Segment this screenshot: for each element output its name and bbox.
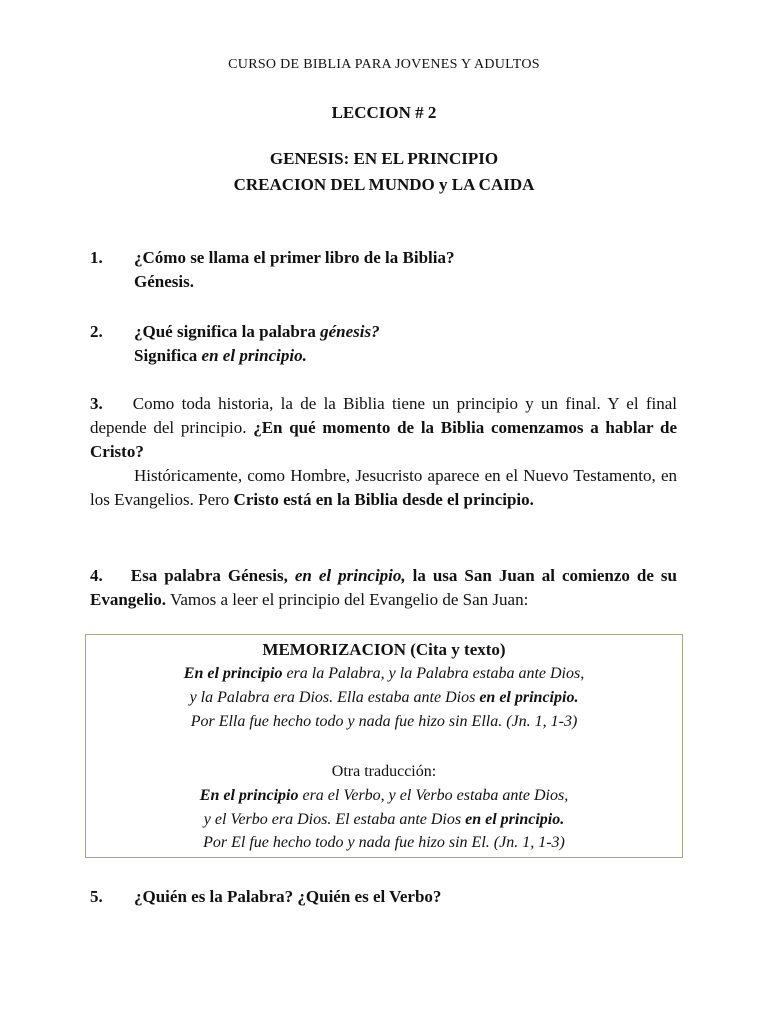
question-2-prefix: ¿Qué significa la palabra <box>134 322 321 341</box>
memorization-line-2-start: y la Palabra era Dios. Ella estaba ante Dios <box>189 689 480 706</box>
lesson-title-line2: CREACION DEL MUNDO y LA CAIDA <box>233 175 535 194</box>
memorization-line-5 <box>86 811 682 829</box>
question-4-bold-a: Esa palabra Génesis, <box>130 566 295 585</box>
question-4-bold-italic: en el principio, <box>294 566 406 585</box>
question-2 <box>90 320 690 372</box>
question-3-number: 3. <box>90 394 103 413</box>
memorization-line-1 <box>86 665 682 683</box>
question-4-plain: Vamos a leer el principio del Evangelio de San Juan: <box>166 590 529 609</box>
memorization-line-4 <box>86 787 682 805</box>
question-2-term: génesis? <box>320 322 380 341</box>
memorization-line-2-bold: en el principio. <box>479 689 579 706</box>
memorization-line-4-bold: En el principio <box>199 787 299 804</box>
question-4 <box>90 564 677 612</box>
question-4-number: 4. <box>90 566 103 585</box>
lesson-number: LECCION # 2 <box>331 103 437 122</box>
question-5 <box>90 885 690 911</box>
memorization-line-5-start: y el Verbo era Dios. El estaba ante Dios <box>203 811 466 828</box>
memorization-box <box>85 634 683 858</box>
question-2-text <box>134 320 380 344</box>
question-1-text: ¿Cómo se llama el primer libro de la Biblia? <box>134 248 455 267</box>
lesson-title-line1: GENESIS: EN EL PRINCIPIO <box>269 149 499 168</box>
question-1-number: 1. <box>90 248 103 267</box>
question-3-paragraph-2 <box>90 464 677 512</box>
memorization-line-3: Por Ella fue hecho todo y nada fue hizo sin Ella. (Jn. 1, 1-3) <box>190 713 578 730</box>
memorization-heading: MEMORIZACION (Cita y texto) <box>262 640 506 659</box>
question-2-number: 2. <box>90 322 103 341</box>
memorization-line-5-bold: en el principio. <box>465 811 565 828</box>
question-1 <box>90 246 690 298</box>
question-5-number: 5. <box>90 887 103 906</box>
memorization-line-6: Por El fue hecho todo y nada fue hizo sin El. (Jn. 1, 1-3) <box>203 834 565 851</box>
question-2-answer-term: en el principio. <box>201 346 307 365</box>
memorization-line-1-rest: era la Palabra, y la Palabra estaba ante Dios, <box>282 665 585 682</box>
question-3 <box>90 392 677 512</box>
alternate-translation-heading: Otra traducción: <box>331 763 437 780</box>
memorization-line-4-rest: era el Verbo, y el Verbo estaba ante Dios, <box>298 787 569 804</box>
question-3-text-a: Como toda historia, la de la Biblia tiene un principio y un final. Y el final depende del principio. <box>90 394 677 437</box>
course-title: CURSO DE BIBLIA PARA JOVENES Y ADULTOS <box>228 57 540 72</box>
question-4-bold-b: la usa San Juan al comienzo de su Evangelio. <box>90 566 677 609</box>
question-3-paragraph-1 <box>90 392 677 464</box>
memorization-line-2 <box>86 689 682 707</box>
question-3-text-c: Históricamente, como Hombre, Jesucristo aparece en el Nuevo Testamento, en los Evangelios. Pero <box>90 466 677 509</box>
question-1-answer: Génesis. <box>134 272 194 291</box>
question-2-answer <box>134 344 307 368</box>
question-2-answer-prefix: Significa <box>134 346 202 365</box>
question-5-text: ¿Quién es la Palabra? ¿Quién es el Verbo? <box>134 887 442 906</box>
memorization-line-1-bold: En el principio <box>183 665 283 682</box>
question-3-text-d: Cristo está en la Biblia desde el principio. <box>233 490 534 509</box>
question-3-text-b: ¿En qué momento de la Biblia comenzamos a hablar de Cristo? <box>90 418 678 461</box>
